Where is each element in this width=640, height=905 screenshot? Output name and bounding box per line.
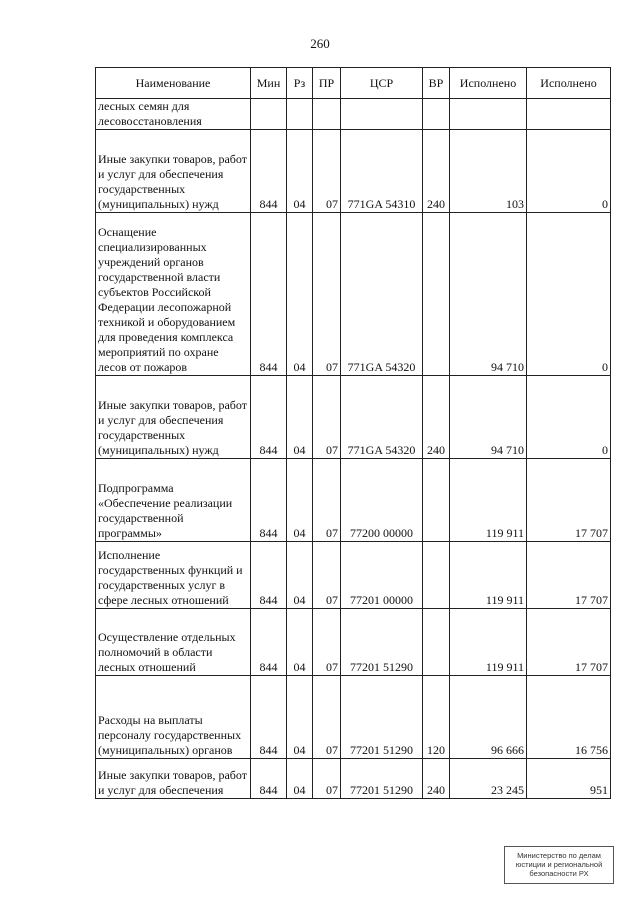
cell-min: 844 bbox=[251, 609, 287, 676]
cell-pr: 07 bbox=[313, 376, 341, 459]
col-header-min: Мин bbox=[251, 68, 287, 99]
cell-name: лесных семян для лесовосстановления bbox=[96, 99, 251, 130]
page-number: 260 bbox=[310, 36, 330, 51]
cell-name: Осуществление отдельных полномочий в области лесных отношений bbox=[96, 609, 251, 676]
cell-vr: 240 bbox=[423, 376, 450, 459]
table-row bbox=[96, 459, 611, 542]
cell-name: Иные закупки товаров, работ и услуг для обеспечения bbox=[96, 759, 251, 799]
cell-isp1: 96 666 bbox=[450, 676, 527, 759]
cell-isp2: 17 707 bbox=[527, 542, 611, 609]
cell-rz: 04 bbox=[287, 376, 313, 459]
cell-isp1: 119 911 bbox=[450, 459, 527, 542]
cell-pr bbox=[313, 99, 341, 130]
cell-vr bbox=[423, 459, 450, 542]
col-header-executed-1: Исполнено bbox=[450, 68, 527, 99]
cell-pr: 07 bbox=[313, 542, 341, 609]
cell-rz: 04 bbox=[287, 130, 313, 213]
cell-name: Исполнение государственных функций и государственных услуг в сфере лесных отношений bbox=[96, 542, 251, 609]
cell-pr: 07 bbox=[313, 676, 341, 759]
cell-pr: 07 bbox=[313, 213, 341, 376]
table-row bbox=[96, 213, 611, 376]
table-row bbox=[96, 759, 611, 799]
cell-isp2: 951 bbox=[527, 759, 611, 799]
cell-vr: 120 bbox=[423, 676, 450, 759]
cell-min: 844 bbox=[251, 459, 287, 542]
cell-csr: 771GA 54320 bbox=[341, 213, 423, 376]
cell-min bbox=[251, 99, 287, 130]
cell-isp2: 0 bbox=[527, 376, 611, 459]
cell-isp2: 0 bbox=[527, 213, 611, 376]
cell-name: Иные закупки товаров, работ и услуг для обеспечения государственных (муниципальных) нужд bbox=[96, 376, 251, 459]
table-row bbox=[96, 676, 611, 759]
table-row bbox=[96, 130, 611, 213]
cell-isp1: 23 245 bbox=[450, 759, 527, 799]
cell-min: 844 bbox=[251, 213, 287, 376]
ministry-stamp: Министерство по делам юстиции и региональной безопасности РХ bbox=[504, 846, 614, 884]
cell-isp2 bbox=[527, 99, 611, 130]
cell-csr: 771GA 54310 bbox=[341, 130, 423, 213]
cell-csr: 77200 00000 bbox=[341, 459, 423, 542]
cell-isp2: 17 707 bbox=[527, 609, 611, 676]
cell-isp1: 94 710 bbox=[450, 376, 527, 459]
cell-csr: 77201 00000 bbox=[341, 542, 423, 609]
table-row bbox=[96, 609, 611, 676]
cell-isp2: 17 707 bbox=[527, 459, 611, 542]
cell-rz bbox=[287, 99, 313, 130]
cell-name: Иные закупки товаров, работ и услуг для обеспечения государственных (муниципальных) нужд bbox=[96, 130, 251, 213]
cell-isp1: 119 911 bbox=[450, 609, 527, 676]
cell-rz: 04 bbox=[287, 459, 313, 542]
cell-name: Подпрограмма «Обеспечение реализации государственной программы» bbox=[96, 459, 251, 542]
table-row bbox=[96, 99, 611, 130]
col-header-rz: Рз bbox=[287, 68, 313, 99]
cell-pr: 07 bbox=[313, 130, 341, 213]
col-header-csr: ЦСР bbox=[341, 68, 423, 99]
cell-vr bbox=[423, 609, 450, 676]
table-header-row bbox=[96, 68, 611, 99]
cell-pr: 07 bbox=[313, 459, 341, 542]
cell-rz: 04 bbox=[287, 609, 313, 676]
cell-isp1: 119 911 bbox=[450, 542, 527, 609]
cell-name: Расходы на выплаты персоналу государственных (муниципальных) органов bbox=[96, 676, 251, 759]
cell-name: Оснащение специализированных учреждений органов государственной власти субъектов Российской Федерации лесопожарной техникой и оборудованием для проведения комплекса мероприятий по охране лесов от пожаров bbox=[96, 213, 251, 376]
cell-vr bbox=[423, 213, 450, 376]
cell-isp1: 103 bbox=[450, 130, 527, 213]
cell-vr bbox=[423, 542, 450, 609]
cell-csr: 77201 51290 bbox=[341, 609, 423, 676]
cell-min: 844 bbox=[251, 759, 287, 799]
col-header-vr: ВР bbox=[423, 68, 450, 99]
cell-csr bbox=[341, 99, 423, 130]
cell-vr: 240 bbox=[423, 130, 450, 213]
col-header-executed-2: Исполнено bbox=[527, 68, 611, 99]
cell-min: 844 bbox=[251, 676, 287, 759]
budget-table bbox=[95, 67, 611, 799]
cell-min: 844 bbox=[251, 542, 287, 609]
cell-rz: 04 bbox=[287, 542, 313, 609]
cell-vr bbox=[423, 99, 450, 130]
cell-csr: 771GA 54320 bbox=[341, 376, 423, 459]
table-row bbox=[96, 542, 611, 609]
cell-pr: 07 bbox=[313, 609, 341, 676]
cell-isp2: 0 bbox=[527, 130, 611, 213]
cell-min: 844 bbox=[251, 130, 287, 213]
cell-isp1: 94 710 bbox=[450, 213, 527, 376]
cell-rz: 04 bbox=[287, 759, 313, 799]
col-header-pr: ПР bbox=[313, 68, 341, 99]
cell-csr: 77201 51290 bbox=[341, 676, 423, 759]
col-header-name: Наименование bbox=[96, 68, 251, 99]
cell-min: 844 bbox=[251, 376, 287, 459]
cell-vr: 240 bbox=[423, 759, 450, 799]
cell-csr: 77201 51290 bbox=[341, 759, 423, 799]
table-row bbox=[96, 376, 611, 459]
cell-pr: 07 bbox=[313, 759, 341, 799]
cell-rz: 04 bbox=[287, 676, 313, 759]
cell-isp1 bbox=[450, 99, 527, 130]
cell-rz: 04 bbox=[287, 213, 313, 376]
cell-isp2: 16 756 bbox=[527, 676, 611, 759]
